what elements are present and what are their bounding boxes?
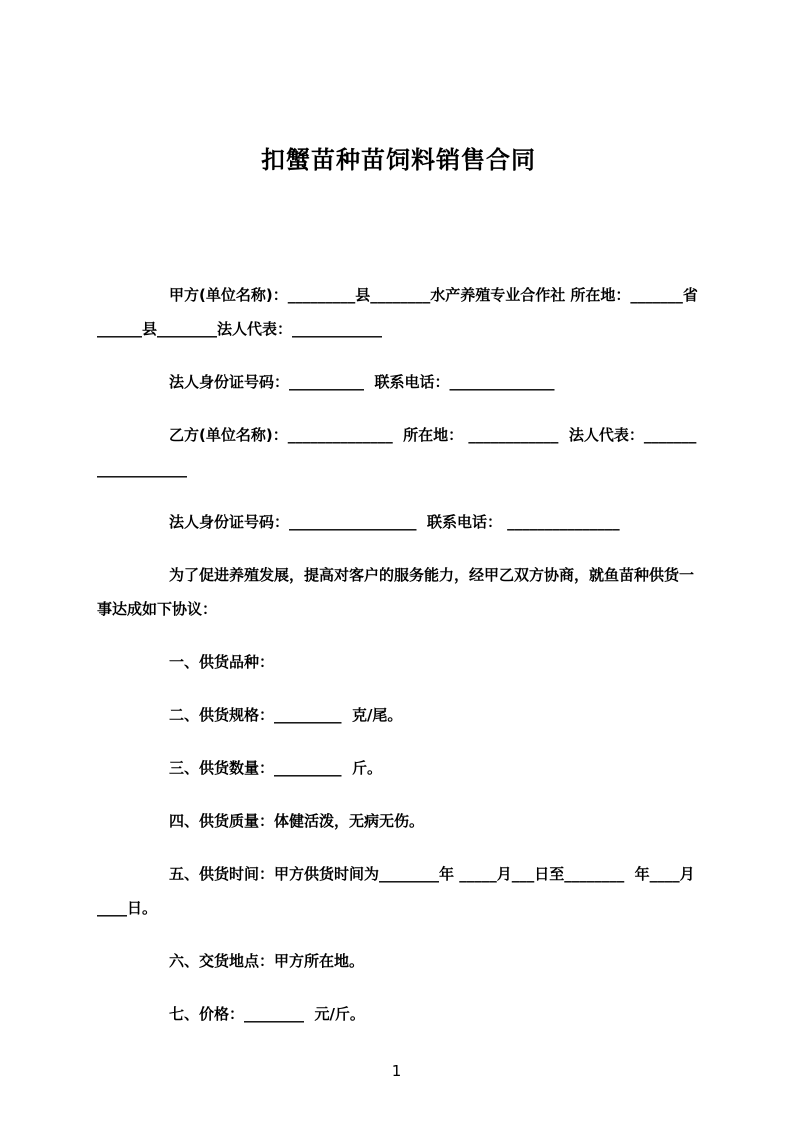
- para-party-a: 甲方(单位名称)：_________县________水产养殖专业合作社 所在地：_______省______县________法人代表：____________: [97, 286, 698, 338]
- clause-price: 七、价格：________ 元/斤。: [169, 1005, 365, 1023]
- para-party-b: 乙方(单位名称)：______________ 所在地： ____________ 法人代表：___________________: [97, 426, 697, 478]
- page-number: 1: [391, 1062, 402, 1080]
- para-legal-id-phone-b: 法人身份证号码：_________________ 联系电话： _______________: [169, 513, 620, 531]
- para-legal-id-phone-a: 法人身份证号码：__________ 联系电话：______________: [169, 373, 555, 391]
- clause-supply-time: 五、供货时间：甲方供货时间为________年 _____月___日至________ 年____月____日。: [97, 865, 695, 917]
- para-preamble: 为了促进养殖发展，提高对客户的服务能力，经甲乙双方协商，就鱼苗种供货一事达成如下协议：: [97, 566, 695, 618]
- clause-supply-spec: 二、供货规格：_________ 克/尾。: [169, 706, 403, 724]
- clause-supply-quantity: 三、供货数量：_________ 斤。: [169, 759, 382, 777]
- clause-supply-quality: 四、供货质量：体健活泼，无病无伤。: [169, 812, 425, 830]
- clause-supply-variety: 一、供货品种：: [169, 653, 275, 671]
- doc-title: 扣蟹苗种苗饲料销售合同: [261, 146, 536, 174]
- clause-delivery-place: 六、交货地点：甲方所在地。: [169, 952, 365, 970]
